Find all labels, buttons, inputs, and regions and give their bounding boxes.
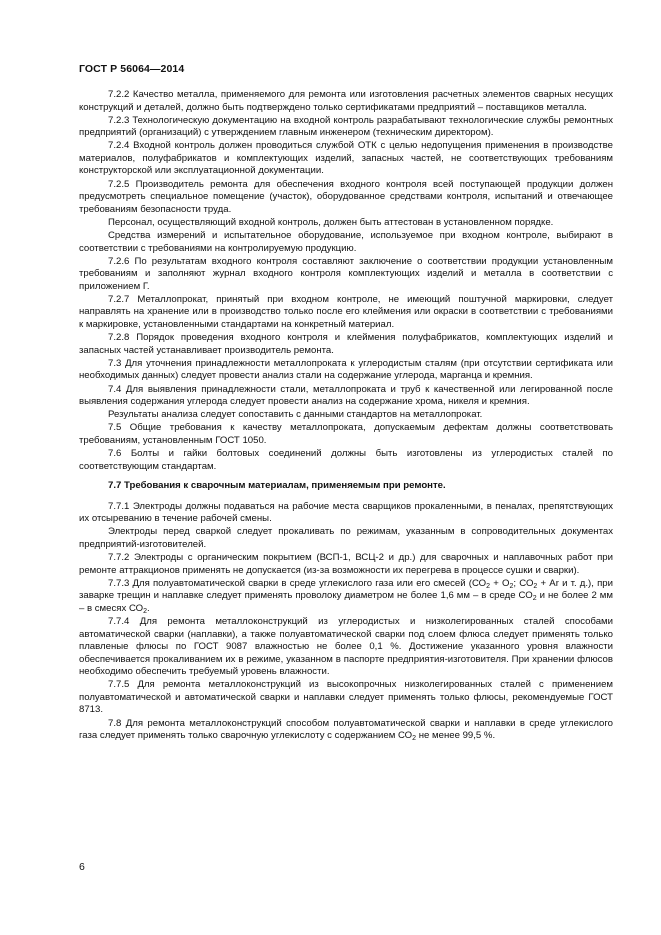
paragraph: 7.4 Для выявления принадлежности стали, металлопроката и труб к качественной или легированной после выявления содержания углерода следует провести анализ на содержание хрома, никеля и кремния. <box>79 383 613 408</box>
paragraph: 7.7.1 Электроды должны подаваться на рабочие места сварщиков прокаленными, в пеналах, препятствующих их отсыреванию в течение рабочей смены. <box>79 500 613 525</box>
paragraph: 7.3 Для уточнения принадлежности металлопроката к углеродистым сталям (при отсутствии сертификата или необходимых данных) следует провести анализ стали на содержание углерода, марганца и кремния. <box>79 357 613 382</box>
document-body <box>79 89 613 743</box>
paragraph: 7.2.8 Порядок проведения входного контроля и клеймения полуфабрикатов, комплектующих изделий и запасных частей устанавливает производитель ремонта. <box>79 332 613 356</box>
paragraph: Средства измерений и испытательное оборудование, используемое при входном контроле, выбирают в соответствии с требованиями на контролируемую продукцию. <box>79 229 613 254</box>
paragraph: Электроды перед сваркой следует прокаливать по режимам, указанным в сопроводительных документах предприятий-изготовителей. <box>79 526 613 550</box>
paragraph: 7.2.6 По результатам входного контроля составляют заключение о соответствии продукции установленным требованиям и заполняют журнал входного контроля комплектующих изделий и металла в соответствии с приложением Г. <box>79 255 613 292</box>
page-number: 6 <box>79 861 85 873</box>
paragraph: 7.2.3 Технологическую документацию на входной контроль разрабатывают технологические службы ремонтных предприятий (организаций) с утверждением главным инженером (техническим директором). <box>79 114 613 139</box>
paragraph: 7.2.7 Металлопрокат, принятый при входном контроле, не имеющий поштучной маркировки, следует направлять на хранение или в производство только после его клеймения или окраски в соответствии с требованиями к маркировке, установленными стандартами на конкретный материал. <box>79 293 613 330</box>
paragraph: Результаты анализа следует сопоставить с данными стандартов на металлопрокат. <box>108 409 483 421</box>
paragraph: 7.7.3 Для полуавтоматической сварки в среде углекислого газа или его смесей ($СО_2 + О_2$; $СО_2$ + Аr и т. д.), при заварке трещин и наплавке следует применять проволоку диаметром не более 1,6 мм – в среде $СО_2$ и не более 2 мм – в смесях $СО_2$. <box>79 577 613 615</box>
paragraph: Персонал, осуществляющий входной контроль, должен быть аттестован в установленном порядке. <box>108 216 554 228</box>
paragraph: 7.8 Для ремонта металлоконструкций способом полуавтоматической сварки и наплавки в среде углекислого газа следует применять только сварочную углекислоту с содержанием $СО_2$ не менее 99,5 %. <box>79 717 613 743</box>
paragraph: 7.5 Общие требования к качеству металлопроката, допускаемым дефектам должны соответствовать требованиям, установленным ГОСТ 1050. <box>79 422 613 446</box>
paragraph: 7.2.5 Производитель ремонта для обеспечения входного контроля всей поступающей продукции должен предусмотреть специальное помещение (участок), оборудованное средствами контроля, испытаний и отвечающее требованиям безопасности труда. <box>79 178 613 215</box>
paragraph: 7.7.2 Электроды с органическим покрытием (ВСП-1, ВСЦ-2 и др.) для сварочных и наплавочных работ при ремонте аттракционов применять не допускается (из-за возможности их перегрева в процессе сушки и сварки). <box>79 552 613 576</box>
paragraph: 7.6 Болты и гайки болтовых соединений должны быть изготовлены из углеродистых сталей по соответствующим стандартам. <box>79 448 613 472</box>
paragraph: 7.2.4 Входной контроль должен проводиться службой ОТК с целью недопущения применения в производстве материалов, полуфабрикатов и комплектующих изделий, запасных частей, не соответствующих требованиям конструкторской или эксплуатационной документации. <box>79 140 613 177</box>
paragraph: 7.2.2 Качество металла, применяемого для ремонта или изготовления расчетных элементов сварных несущих конструкций и деталей, должно быть подтверждено только сертификатами предприятий – поставщиков металла. <box>79 89 613 113</box>
standard-code-header: ГОСТ Р 56064—2014 <box>79 63 185 75</box>
section-heading: 7.7 Требования к сварочным материалам, применяемым при ремонте. <box>108 480 446 492</box>
paragraph: 7.7.4 Для ремонта металлоконструкций из углеродистых и низколегированных сталей способами автоматической сварки (наплавки), а также полуавтоматической сварки под слоем флюса следует применять только плавленые флюсы по ГОСТ 9087 влажностью не более 0,1 %. Достижение указанного уровня влажности обеспечивается прокаливанием их в режиме, указанном в паспорте предприятия-изготовителя. При хранении флюсов необходимо обеспечить требуемый уровень влажности. <box>79 615 613 678</box>
paragraph: 7.7.5 Для ремонта металлоконструкций из высокопрочных низколегированных сталей с применением полуавтоматической и автоматической сварки и наплавки следует применять только флюсы, рекомендуемые ГОСТ 8713. <box>79 679 613 716</box>
